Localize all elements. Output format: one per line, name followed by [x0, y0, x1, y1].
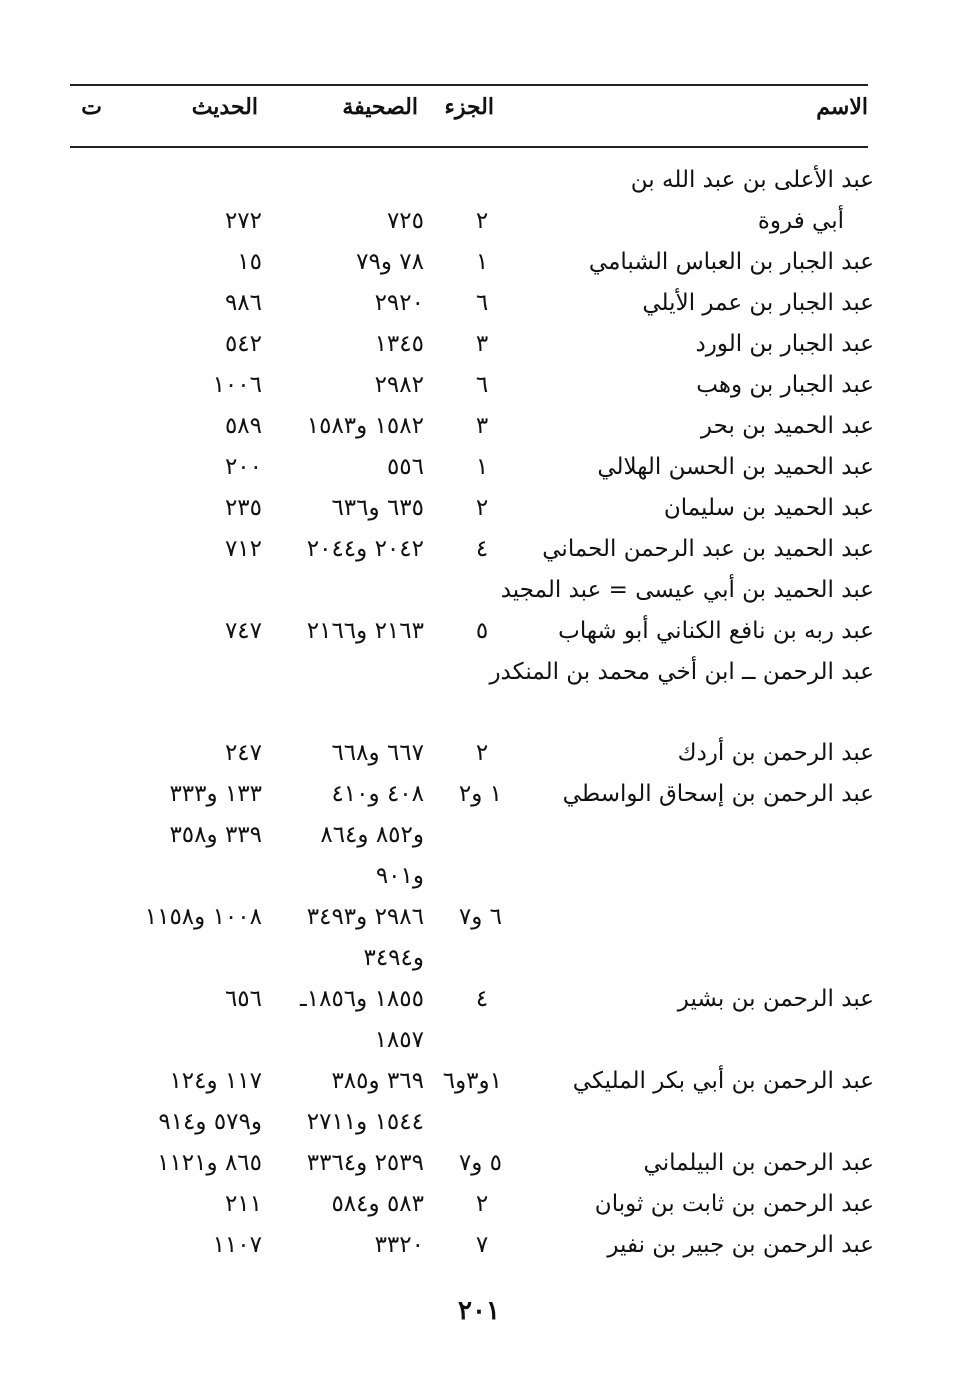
table-row — [70, 856, 878, 897]
table-row — [70, 324, 878, 365]
entry-name: عبد الحميد بن عبد الرحمن الحماني — [542, 536, 874, 562]
table-row — [70, 1061, 878, 1102]
entry-hadith: ٢١١ — [224, 1191, 262, 1217]
entry-part: ٥ و٧ — [458, 1150, 502, 1176]
header-top-rule — [70, 84, 868, 86]
entry-page: ٢٠٤٢ و٢٠٤٤ — [306, 536, 424, 562]
table-row — [70, 1225, 878, 1266]
entry-hadith: ١٠٠٨ و١١٥٨ — [144, 904, 262, 930]
entry-part: ١و٣و٦ — [442, 1068, 502, 1094]
entry-name: عبد الحميد بن الحسن الهلالي — [597, 454, 874, 480]
header-part: الجزء — [444, 94, 494, 120]
entry-page: ١٨٥٧ — [374, 1027, 424, 1053]
entry-part: ٢ — [475, 740, 489, 766]
entry-hadith: ٢٤٧ — [224, 740, 262, 766]
index-table — [70, 160, 878, 1266]
entry-name: عبد الجبار بن الورد — [695, 331, 874, 357]
table-row — [70, 201, 878, 242]
entry-page: و٩٠١ — [375, 863, 424, 889]
table-row — [70, 570, 878, 611]
table-row — [70, 611, 878, 652]
entry-page: ٧٢٥ — [386, 208, 424, 234]
entry-hadith: ٢٠٠ — [224, 454, 262, 480]
entry-name: عبد الجبار بن وهب — [696, 372, 874, 398]
entry-name: عبد الحميد بن بحر — [700, 413, 874, 439]
entry-part: ٦ — [475, 290, 489, 316]
table-row — [70, 1143, 878, 1184]
entry-page: ١٣٤٥ — [374, 331, 424, 357]
entry-page: ٢٩٨٦ و٣٤٩٣ — [306, 904, 424, 930]
entry-page: ١٥٨٢ و١٥٨٣ — [306, 413, 424, 439]
entry-hadith: ٦٥٦ — [224, 986, 262, 1012]
table-row — [70, 938, 878, 979]
entry-page: ١٥٤٤ و٢٧١١ — [306, 1109, 424, 1135]
entry-part: ١ — [475, 249, 489, 275]
table-row — [70, 1102, 878, 1143]
entry-page: ٦٦٧ و٦٦٨ — [331, 740, 424, 766]
entry-part: ٤ — [475, 986, 489, 1012]
table-row — [70, 447, 878, 488]
entry-page: ٤٠٨ و٤١٠ — [331, 781, 424, 807]
entry-page: ٣٣٢٠ — [374, 1232, 424, 1258]
entry-name: عبد الرحمن ــ ابن أخي محمد بن المنكدر — [489, 659, 874, 685]
entry-name: عبد الحميد بن سليمان — [663, 495, 874, 521]
entry-hadith: ٥٨٩ — [224, 413, 262, 439]
entry-page: ٦٣٥ و٦٣٦ — [331, 495, 424, 521]
entry-name: عبد الرحمن بن إسحاق الواسطي — [562, 781, 874, 807]
entry-part: ١ و٢ — [458, 781, 502, 807]
table-row — [70, 652, 878, 693]
entry-hadith: ٣٣٩ و٣٥٨ — [169, 822, 262, 848]
entry-part: ٤ — [475, 536, 489, 562]
entry-name: عبد الحميد بن أبي عيسى = عبد المجيد — [500, 577, 874, 603]
table-row — [70, 406, 878, 447]
entry-part: ٥ — [475, 618, 489, 644]
entry-page: ٣٦٩ و٣٨٥ — [331, 1068, 424, 1094]
header-hadith: الحديث — [191, 94, 258, 120]
entry-name: عبد الرحمن بن أردك — [677, 740, 874, 766]
header-bottom-rule — [70, 146, 868, 148]
table-row — [70, 529, 878, 570]
entry-name: عبد الرحمن بن ثابت بن ثوبان — [594, 1191, 874, 1217]
entry-page: ٥٥٦ — [386, 454, 424, 480]
entry-page: ٥٨٣ و٥٨٤ — [331, 1191, 424, 1217]
entry-hadith: ٩٨٦ — [224, 290, 262, 316]
entry-page: ٢٩٢٠ — [374, 290, 424, 316]
entry-name: عبد الرحمن بن أبي بكر المليكي — [572, 1068, 874, 1094]
table-row — [70, 488, 878, 529]
entry-hadith: ١٥ — [237, 249, 262, 275]
entry-page: ١٨٥٥ و١٨٥٦ـ — [299, 986, 424, 1012]
entry-name: عبد الرحمن بن بشير — [677, 986, 874, 1012]
page-number: ٢٠١ — [458, 1296, 500, 1326]
table-row — [70, 1020, 878, 1061]
entry-hadith: ١١٠٧ — [212, 1232, 262, 1258]
entry-hadith: ٢٧٢ — [224, 208, 262, 234]
entry-name: عبد الجبار بن العباس الشبامي — [588, 249, 874, 275]
entry-hadith: ٢٣٥ — [224, 495, 262, 521]
entry-hadith: ٨٦٥ و١١٢١ — [157, 1150, 262, 1176]
entry-hadith: و٥٧٩ و٩١٤ — [158, 1109, 262, 1135]
entry-name: أبي فروة — [757, 208, 844, 234]
table-row — [70, 733, 878, 774]
entry-hadith: ١٠٠٦ — [212, 372, 262, 398]
entry-hadith: ٧١٢ — [224, 536, 262, 562]
table-row — [70, 242, 878, 283]
table-row — [70, 693, 878, 733]
entry-name: عبد الأعلى بن عبد الله بن — [630, 167, 874, 193]
entry-hadith: ٧٤٧ — [224, 618, 262, 644]
table-row — [70, 774, 878, 815]
entry-part: ٧ — [475, 1232, 489, 1258]
table-row — [70, 979, 878, 1020]
entry-part: ٢ — [475, 208, 489, 234]
table-row — [70, 815, 878, 856]
header-page: الصحيفة — [342, 94, 418, 120]
entry-name: عبد الرحمن بن جبير بن نفير — [607, 1232, 874, 1258]
entry-hadith: ٥٤٢ — [224, 331, 262, 357]
entry-part: ٦ — [475, 372, 489, 398]
header-name: الاسم — [816, 94, 868, 120]
table-row — [70, 365, 878, 406]
entry-page: ٢٥٣٩ و٣٣٦٤ — [306, 1150, 424, 1176]
entry-name: عبد الرحمن بن البيلماني — [643, 1150, 874, 1176]
entry-page: ٢١٦٣ و٢١٦٦ — [306, 618, 424, 644]
entry-hadith: ١١٧ و١٢٤ — [169, 1068, 262, 1094]
table-row — [70, 160, 878, 201]
entry-part: ١ — [475, 454, 489, 480]
entry-hadith: ١٣٣ و٣٣٣ — [169, 781, 262, 807]
entry-part: ٣ — [475, 413, 489, 439]
entry-page: و٣٤٩٤ — [363, 945, 424, 971]
entry-page: ٧٨ و٧٩ — [356, 249, 424, 275]
entry-name: عبد ربه بن نافع الكناني أبو شهاب — [558, 618, 874, 644]
entry-part: ٦ و٧ — [458, 904, 502, 930]
entry-part: ٣ — [475, 331, 489, 357]
header-t: ت — [81, 94, 102, 120]
entry-part: ٢ — [475, 495, 489, 521]
entry-page: ٢٩٨٢ — [374, 372, 424, 398]
table-row — [70, 283, 878, 324]
entry-name: عبد الجبار بن عمر الأيلي — [642, 290, 874, 316]
table-row — [70, 897, 878, 938]
entry-part: ٢ — [475, 1191, 489, 1217]
entry-page: و٨٥٢ و٨٦٤ — [320, 822, 424, 848]
table-row — [70, 1184, 878, 1225]
